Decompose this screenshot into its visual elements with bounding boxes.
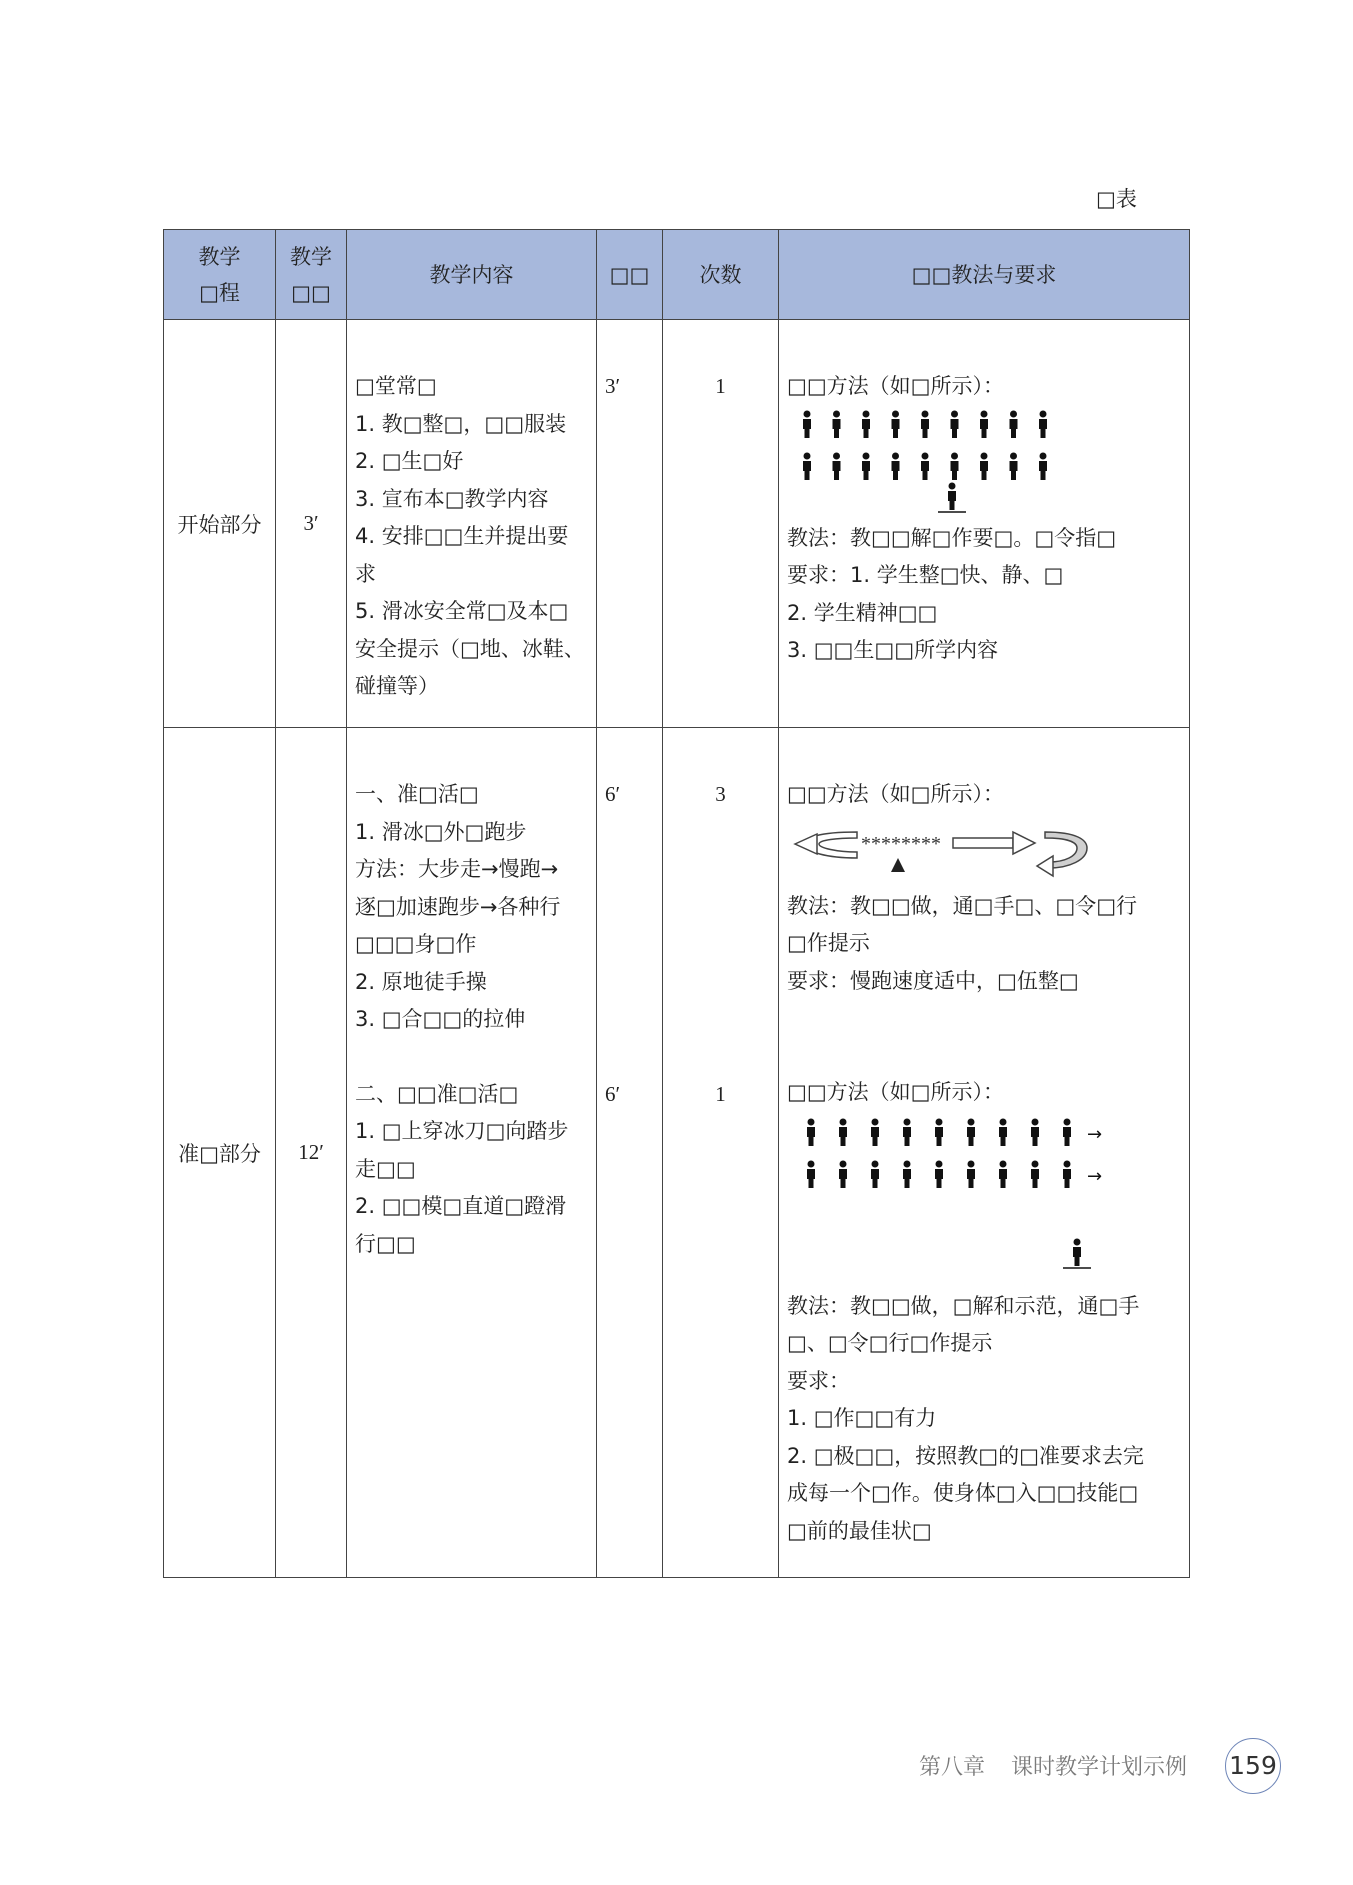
duration-cell <box>597 728 663 1578</box>
stage-time: 12′ <box>276 728 347 1578</box>
lesson-plan-table <box>163 229 1190 1578</box>
student-figure <box>892 452 900 480</box>
student-figure <box>935 1160 943 1188</box>
content-line: 4. 安排□□生并提出要 <box>355 524 569 548</box>
content-cell <box>347 728 597 1578</box>
student-figure <box>999 1118 1007 1146</box>
student-figure <box>967 1118 975 1146</box>
student-figure <box>921 452 929 480</box>
chapter-title: 课时教学计划示例 <box>1011 1755 1188 1780</box>
page-footer <box>919 1750 1213 1781</box>
method-cell <box>779 728 1190 1578</box>
table-row-opening <box>164 320 1190 728</box>
student-figure <box>833 452 841 480</box>
student-figure <box>892 410 900 438</box>
table-caption: □表 <box>1096 187 1137 211</box>
content-line: □□□身□作 <box>355 932 477 956</box>
page-number: 159 <box>1225 1738 1281 1794</box>
method-line: 要求：慢跑速度适中，□伍整□ <box>787 968 1079 993</box>
content-line: 2. 原地徒手操 <box>355 969 487 994</box>
student-figure <box>980 410 988 438</box>
student-figure <box>1031 1118 1039 1146</box>
stage-label: 准□部分 <box>164 728 276 1578</box>
teacher-triangle <box>891 858 905 872</box>
stage-time: 3′ <box>276 320 347 728</box>
chapter-label: 第八章 <box>919 1755 986 1780</box>
student-figure <box>999 1160 1007 1188</box>
method-line: □前的最佳状□ <box>787 1518 932 1543</box>
method-line: □、□令□行□作提示 <box>787 1331 993 1355</box>
duration-cell <box>597 320 663 728</box>
method-line: 2. □极□□，按照教□的□准要求去完 <box>787 1443 1144 1468</box>
content-line: 2. □生□好 <box>355 449 464 473</box>
table-header-row <box>164 230 1190 320</box>
student-figure <box>839 1160 847 1188</box>
content-line: 1. 教□整□，□□服装 <box>355 411 567 436</box>
student-figure <box>980 452 988 480</box>
count-value: 3 <box>715 782 726 806</box>
count-value: 1 <box>715 1081 726 1106</box>
table-row-warmup <box>164 728 1190 1578</box>
content-cell <box>347 320 597 728</box>
direction-arrow-icon: → <box>1087 1123 1103 1145</box>
content-line: 行□□ <box>355 1231 416 1256</box>
header-count: 次数 <box>663 230 779 320</box>
direction-arrow-icon: → <box>1087 1165 1103 1187</box>
student-figure <box>903 1118 911 1146</box>
method-line: 要求：1. 学生整□快、静、□ <box>787 563 1064 587</box>
student-figure <box>951 410 959 438</box>
content-line: 求 <box>355 561 376 586</box>
organization-method-label: □□方法（如□所示）： <box>787 1080 1005 1104</box>
duration-value: 6′ <box>605 1081 621 1106</box>
student-figure <box>1039 410 1047 438</box>
organization-method-label: □□方法（如□所示）： <box>787 782 1005 806</box>
method-line: 3. □□生□□所学内容 <box>787 638 999 662</box>
student-figure <box>1031 1160 1039 1188</box>
teacher-figure <box>1073 1238 1081 1266</box>
header-teaching-time: 教学 □□ <box>276 230 347 320</box>
content-line: 方法：大步走→慢跑→ <box>355 857 559 881</box>
header-teaching-content: 教学内容 <box>347 230 597 320</box>
method-line: 教法：教□□解□作要□。□令指□ <box>787 525 1117 550</box>
skater-stars: ******** <box>861 832 941 855</box>
student-figure <box>1063 1118 1071 1146</box>
student-figure <box>935 1118 943 1146</box>
content-line: 2. □□模□直道□蹬滑 <box>355 1194 567 1218</box>
running-loop-diagram <box>787 814 1167 884</box>
right-arrowhead <box>1013 832 1035 854</box>
student-figure <box>807 1160 815 1188</box>
student-figure <box>1010 452 1018 480</box>
student-figure <box>839 1118 847 1146</box>
method-line: 1. □作□□有力 <box>787 1406 937 1430</box>
student-figure <box>871 1160 879 1188</box>
header-method: □□教法与要求 <box>779 230 1190 320</box>
student-figure <box>803 410 811 438</box>
count-cell <box>663 728 779 1578</box>
formation-diagram-two-rows <box>787 406 1167 514</box>
student-figure <box>833 410 841 438</box>
student-figure <box>951 452 959 480</box>
teacher-figure <box>948 482 956 510</box>
content-line: 安全提示（□地、冰鞋、 <box>355 636 585 661</box>
student-figure <box>1039 452 1047 480</box>
count-cell <box>663 320 779 728</box>
duration-value: 6′ <box>605 782 621 806</box>
method-line: 2. 学生精神□□ <box>787 600 938 625</box>
duration-value: 3′ <box>605 374 621 398</box>
student-figure <box>1063 1160 1071 1188</box>
header-teaching-process: 教学 □程 <box>164 230 276 320</box>
count-value: 1 <box>715 374 726 398</box>
content-line: 碰撞等） <box>355 674 439 698</box>
student-figure <box>807 1118 815 1146</box>
content-line: □堂常□ <box>355 374 437 398</box>
content-line: 3. □合□□的拉伸 <box>355 1007 526 1031</box>
content-line: 1. 滑冰□外□跑步 <box>355 819 527 844</box>
header-duration: □□ <box>597 230 663 320</box>
student-figure <box>862 410 870 438</box>
content-line: 3. 宣布本□教学内容 <box>355 486 549 511</box>
content-line: 逐□加速跑步→各种行 <box>355 894 561 919</box>
method-line: 教法：教□□做，□解和示范，通□手 <box>787 1293 1140 1318</box>
method-line: 成每一个□作。使身体□入□□技能□ <box>787 1481 1139 1505</box>
content-line: 1. □上穿冰刀□向踏步 <box>355 1119 569 1143</box>
content-line: 一、准□活□ <box>355 782 479 806</box>
method-line: □作提示 <box>787 931 870 955</box>
content-line: 走□□ <box>355 1156 416 1181</box>
student-figure <box>871 1118 879 1146</box>
left-arrowhead <box>795 834 817 854</box>
student-figure <box>921 410 929 438</box>
method-cell <box>779 320 1190 728</box>
method-line: 教法：教□□做，通□手□、□令□行 <box>787 893 1138 918</box>
student-figure <box>967 1160 975 1188</box>
return-arrowhead <box>1037 856 1053 876</box>
student-figure <box>803 452 811 480</box>
content-line: 二、□□准□活□ <box>355 1081 519 1106</box>
formation-diagram-march <box>787 1112 1167 1288</box>
method-line: 要求： <box>787 1368 850 1393</box>
student-figure <box>1010 410 1018 438</box>
student-figure <box>903 1160 911 1188</box>
student-figure <box>862 452 870 480</box>
right-arrow-shaft <box>953 838 1013 848</box>
content-line: 5. 滑冰安全常□及本□ <box>355 599 569 623</box>
organization-method-label: □□方法（如□所示）： <box>787 374 1005 398</box>
stage-label: 开始部分 <box>164 320 276 728</box>
